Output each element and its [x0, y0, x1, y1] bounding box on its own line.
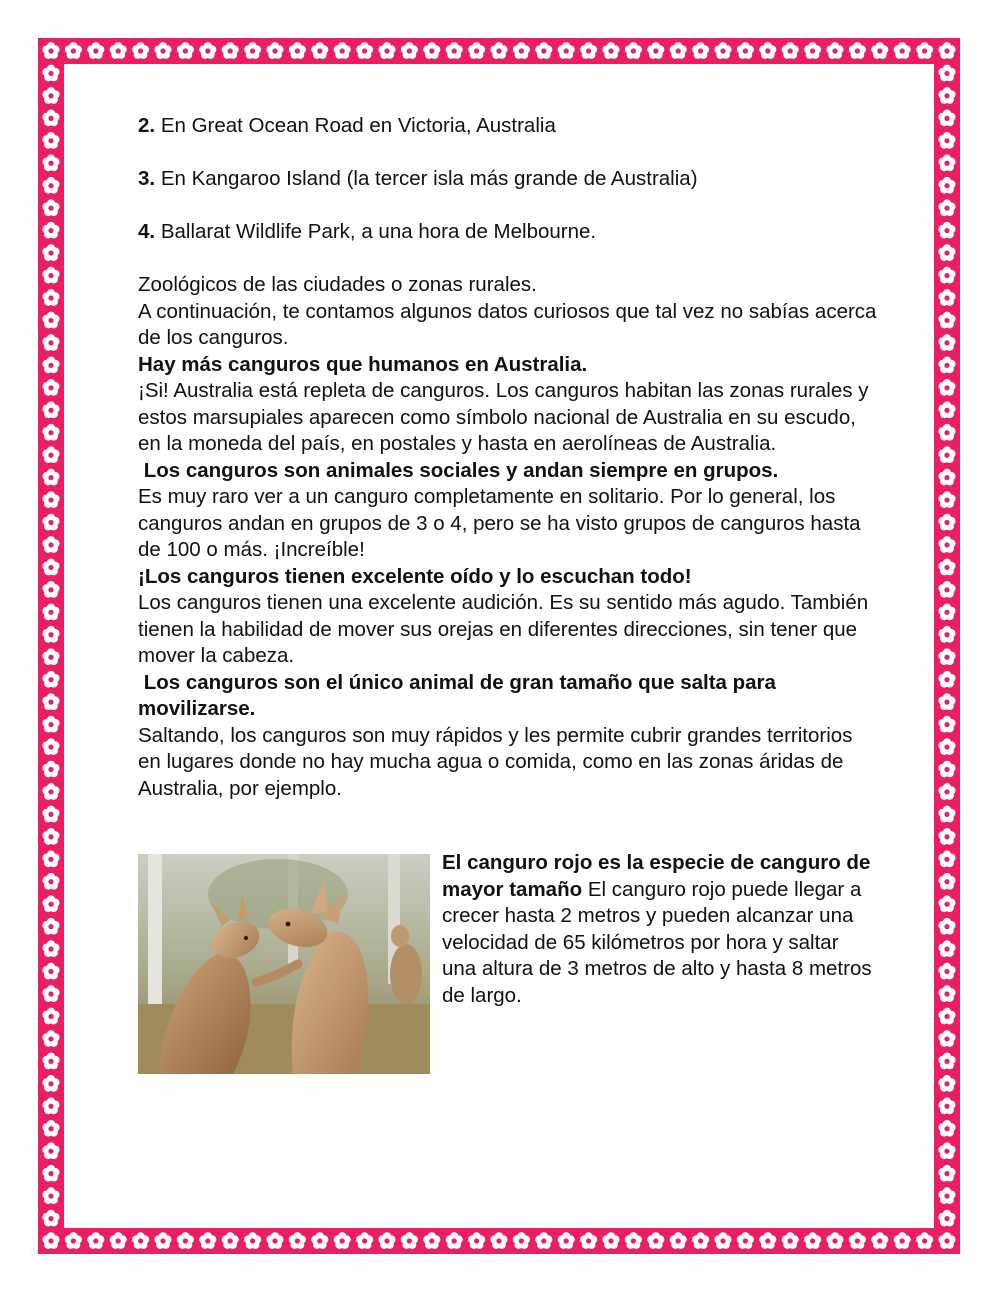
fact-body-3: Los canguros tienen una excelente audición. Es su sentido más agudo. También tienen la habilidad de mover sus orejas en diferentes direcciones, sin tener que mover la cabeza.: [138, 591, 869, 667]
document-body: [138, 113, 878, 802]
red-kangaroo-heading: El canguro rojo es la especie de canguro de mayor tamaño: [442, 851, 871, 901]
fact-heading-4: Los canguros son el único animal de gran tamaño que salta para movilizarse.: [138, 670, 782, 720]
kangaroo-photo: [138, 854, 430, 1074]
fact-heading-1: Hay más canguros que humanos en Australia.: [138, 352, 588, 376]
red-kangaroo-text: [442, 850, 872, 1009]
fact-heading-2: Los canguros son animales sociales y andan siempre en grupos.: [138, 458, 779, 482]
fact-body-1: ¡Si! Australia está repleta de canguros. Los canguros habitan las zonas rurales y estos marsupiales aparecen como símbolo nacional de Australia en su escudo, en la moneda del país, en postales y hasta en aerolíneas de Australia.: [138, 379, 869, 455]
list-item-2: 2. En Great Ocean Road en Victoria, Australia: [138, 114, 556, 137]
intro-line-1: Zoológicos de las ciudades o zonas rurales.: [138, 273, 537, 296]
intro-line-2: A continuación, te contamos algunos datos curiosos que tal vez no sabías acerca de los canguros.: [138, 299, 877, 349]
list-item-3: 3. En Kangaroo Island (la tercer isla más grande de Australia): [138, 167, 698, 190]
fact-body-2: Es muy raro ver a un canguro completamente en solitario. Por lo general, los canguros andan en grupos de 3 o 4, pero se ha visto grupos de canguros hasta de 100 o más. ¡Increíble!: [138, 485, 861, 561]
list-item-4: 4. Ballarat Wildlife Park, a una hora de Melbourne.: [138, 220, 597, 243]
fact-body-4: Saltando, los canguros son muy rápidos y les permite cubrir grandes territorios en lugares donde no hay mucha agua o comida, como en las zonas áridas de Australia, por ejemplo.: [138, 723, 853, 800]
fact-heading-3: ¡Los canguros tienen excelente oído y lo escuchan todo!: [138, 564, 692, 588]
red-kangaroo-body: El canguro rojo puede llegar a crecer hasta 2 metros y pueden alcanzar una velocidad de 65 kilómetros por hora y saltar una altura de 3 metros de alto y hasta 8 metros de largo.: [442, 877, 872, 1007]
